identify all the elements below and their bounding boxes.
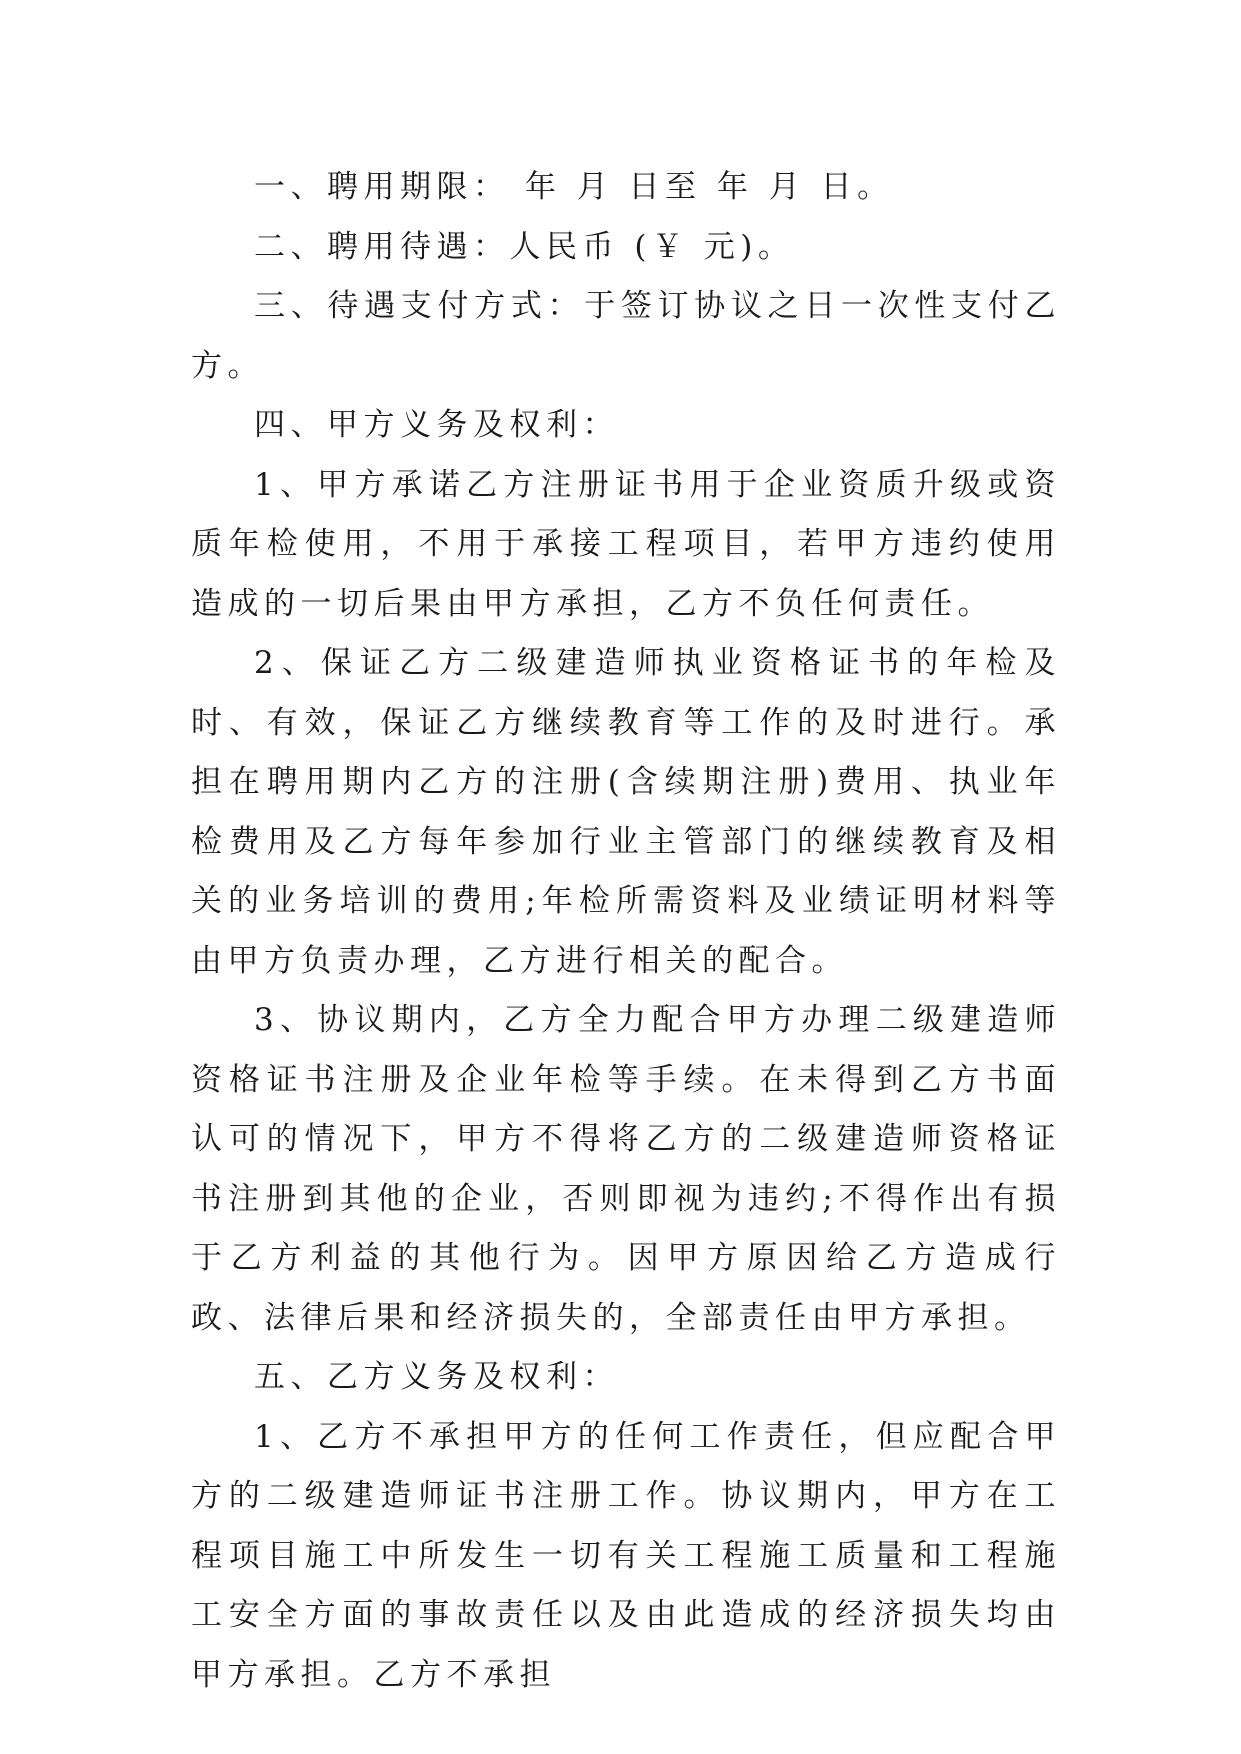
party-a-item-3: 3、协议期内，乙方全力配合甲方办理二级建造师资格证书注册及企业年检等手续。在未得到乙方书面认可的情况下，甲方不得将乙方的二级建造师资格证书注册到其他的企业，否则即视为违约;不得作出有损于乙方利益的其他行为。因甲方原因给乙方造成行政、法律后果和经济损失的，全部责任由甲方承担。	[191, 1002, 1061, 1336]
clause-term-period: 一、聘用期限： 年 月 日至 年 月 日。	[254, 169, 894, 205]
party-a-item-2: 2、保证乙方二级建造师执业资格证书的年检及时、有效，保证乙方继续教育等工作的及时进行。承担在聘用期内乙方的注册(含续期注册)费用、执业年检费用及乙方每年参加行业主管部门的继续教育及相关的业务培训的费用;年检所需资料及业绩证明材料等由甲方负责办理，乙方进行相关的配合。	[191, 645, 1061, 979]
party-a-item-1: 1、甲方承诺乙方注册证书用于企业资质升级或资质年检使用，不用于承接工程项目，若甲方违约使用造成的一切后果由甲方承担，乙方不负任何责任。	[191, 466, 1061, 622]
section-party-b-heading: 五、乙方义务及权利：	[254, 1359, 619, 1395]
clause-compensation: 二、聘用待遇：人民币 (￥ 元)。	[254, 228, 795, 265]
clause-payment-method: 三、待遇支付方式：于签订协议之日一次性支付乙方。	[191, 288, 1061, 384]
document-body	[191, 158, 1061, 1705]
section-party-a-heading: 四、甲方义务及权利：	[254, 407, 619, 443]
party-b-item-1: 1、乙方不承担甲方的任何工作责任，但应配合甲方的二级建造师证书注册工作。协议期内，甲方在工程项目施工中所发生一切有关工程施工质量和工程施工安全方面的事故责任以及由此造成的经济损失均由甲方承担。乙方不承担	[191, 1418, 1061, 1693]
